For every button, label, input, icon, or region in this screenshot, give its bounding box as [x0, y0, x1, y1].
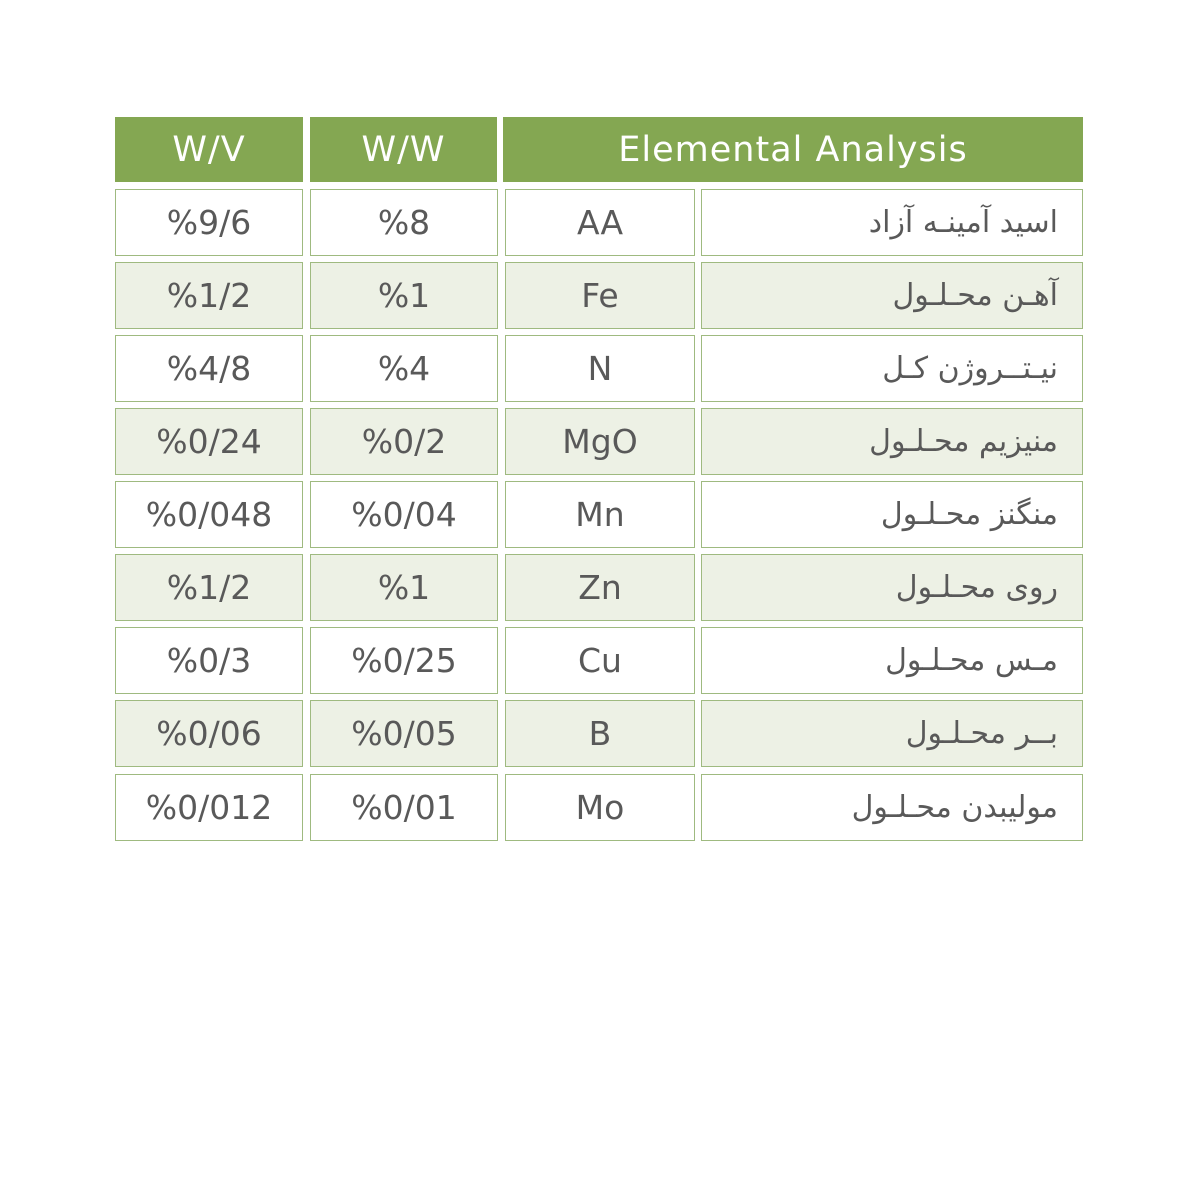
cell-name-text: آهـن محـلـول	[892, 278, 1058, 313]
cell-name	[701, 700, 1083, 767]
header-wv: W/V	[115, 117, 303, 182]
cell-wv: %1/2	[115, 262, 303, 329]
cell-wv: %0/24	[115, 408, 303, 475]
cell-name	[701, 554, 1083, 621]
cell-name	[701, 774, 1083, 841]
cell-name-text: اسید آمینـه آزاد	[868, 205, 1058, 240]
table-row	[0, 408, 1181, 475]
table-row	[0, 262, 1181, 329]
cell-name-text: روی محـلـول	[895, 570, 1058, 605]
cell-name-text: منیزیم محـلـول	[869, 424, 1058, 459]
cell-name	[701, 408, 1083, 475]
cell-name	[701, 335, 1083, 402]
cell-name-text: مولیبدن محـلـول	[851, 790, 1058, 825]
table-row	[0, 627, 1181, 694]
table-row	[0, 700, 1181, 767]
cell-name-text: منگنز محـلـول	[880, 497, 1058, 532]
table-row	[0, 189, 1181, 256]
cell-wv: %0/048	[115, 481, 303, 548]
cell-name-text: مـس محـلـول	[885, 643, 1058, 678]
cell-symbol: Cu	[505, 627, 695, 694]
cell-name	[701, 627, 1083, 694]
cell-wv: %4/8	[115, 335, 303, 402]
table-row	[0, 554, 1181, 621]
cell-ww: %1	[310, 262, 498, 329]
cell-name	[701, 262, 1083, 329]
cell-symbol: Mn	[505, 481, 695, 548]
cell-name-text: نیـتــروژن کـل	[882, 351, 1058, 386]
cell-symbol: Fe	[505, 262, 695, 329]
cell-ww: %0/25	[310, 627, 498, 694]
cell-name-text: بــر محـلـول	[905, 716, 1058, 751]
cell-name	[701, 189, 1083, 256]
table-row	[0, 481, 1181, 548]
cell-ww: %0/01	[310, 774, 498, 841]
cell-name	[701, 481, 1083, 548]
header-ww: W/W	[310, 117, 497, 182]
cell-wv: %0/012	[115, 774, 303, 841]
cell-wv: %0/06	[115, 700, 303, 767]
table-row	[0, 774, 1181, 841]
cell-symbol: AA	[505, 189, 695, 256]
cell-symbol: N	[505, 335, 695, 402]
cell-ww: %8	[310, 189, 498, 256]
cell-wv: %9/6	[115, 189, 303, 256]
cell-ww: %0/2	[310, 408, 498, 475]
cell-wv: %0/3	[115, 627, 303, 694]
cell-symbol: B	[505, 700, 695, 767]
cell-ww: %0/04	[310, 481, 498, 548]
cell-symbol: Mo	[505, 774, 695, 841]
cell-symbol: Zn	[505, 554, 695, 621]
cell-ww: %0/05	[310, 700, 498, 767]
header-elemental-analysis: Elemental Analysis	[503, 117, 1083, 182]
cell-ww: %1	[310, 554, 498, 621]
table-row	[0, 335, 1181, 402]
cell-symbol: MgO	[505, 408, 695, 475]
cell-wv: %1/2	[115, 554, 303, 621]
cell-ww: %4	[310, 335, 498, 402]
